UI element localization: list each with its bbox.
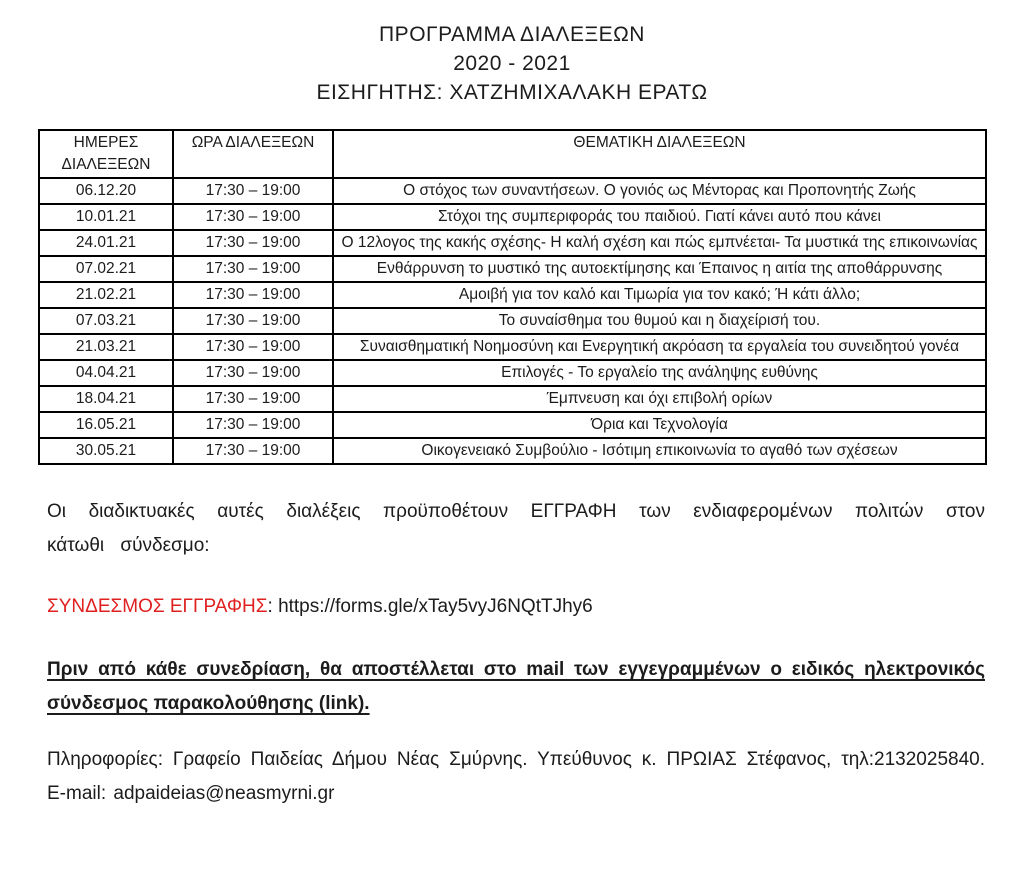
lecture-topic: Συναισθηματική Νοημοσύνη και Ενεργητική ακρόαση τα εργαλεία του συνειδητού γονέα	[333, 334, 986, 360]
lecture-time: 17:30 – 19:00	[173, 204, 333, 230]
lecture-date: 10.01.21	[39, 204, 173, 230]
registration-intro-text: Οι διαδικτυακές αυτές διαλέξεις προϋποθέτουν ΕΓΓΡΑΦΗ των ενδιαφερομένων πολιτών στον κάτωθι σύνδεσμο:	[47, 501, 985, 556]
page-title: ΠΡΟΓΡΑΜΜΑ ΔΙΑΛΕΞΕΩΝ	[379, 23, 645, 46]
lecture-time: 17:30 – 19:00	[173, 256, 333, 282]
document-body	[47, 495, 985, 811]
table-row	[39, 256, 986, 282]
column-header-lecture-topic: ΘΕΜΑΤΙΚΗ ΔΙΑΛΕΞΕΩΝ	[333, 130, 986, 178]
lecture-time: 17:30 – 19:00	[173, 386, 333, 412]
table-row	[39, 386, 986, 412]
schedule-table	[38, 129, 987, 465]
session-link-notice-text: Πριν από κάθε συνεδρίαση, θα αποστέλλεται στο mail των εγγεγραμμένων ο ειδικός ηλεκτρονικός σύνδεσμος παρακολούθησης (link).	[47, 659, 985, 714]
contact-info-text: Πληροφορίες: Γραφείο Παιδείας Δήμου Νέας Σμύρνης. Υπεύθυνος κ. ΠΡΩΙΑΣ Στέφανος, τηλ:2132025840. E-mail: adpaideias@neasmyrni.gr	[47, 749, 985, 804]
registration-link-line	[47, 590, 985, 624]
table-row	[39, 360, 986, 386]
lecture-date: 16.05.21	[39, 412, 173, 438]
lecture-date: 21.03.21	[39, 334, 173, 360]
lecture-time: 17:30 – 19:00	[173, 230, 333, 256]
lecture-date: 24.01.21	[39, 230, 173, 256]
column-header-lecture-days: ΗΜΕΡΕΣ ΔΙΑΛΕΞΕΩΝ	[39, 130, 173, 178]
table-row	[39, 412, 986, 438]
lecture-date: 21.02.21	[39, 282, 173, 308]
page-subtitle-years: 2020 - 2021	[453, 52, 571, 75]
lecture-time: 17:30 – 19:00	[173, 360, 333, 386]
lecture-time: 17:30 – 19:00	[173, 282, 333, 308]
table-row	[39, 438, 986, 464]
lecture-date: 07.02.21	[39, 256, 173, 282]
registration-url: https://forms.gle/xTay5vyJ6NQtTJhy6	[278, 596, 593, 617]
table-row	[39, 204, 986, 230]
lecture-time: 17:30 – 19:00	[173, 308, 333, 334]
table-row	[39, 334, 986, 360]
lecture-topic: Στόχοι της συμπεριφοράς του παιδιού. Γιατί κάνει αυτό που κάνει	[333, 204, 986, 230]
lecture-topic: Ενθάρρυνση το μυστικό της αυτοεκτίμησης και Έπαινος η αιτία της αποθάρρυνσης	[333, 256, 986, 282]
lecture-time: 17:30 – 19:00	[173, 334, 333, 360]
schedule-table-body	[39, 178, 986, 464]
lecture-time: 17:30 – 19:00	[173, 438, 333, 464]
table-row	[39, 230, 986, 256]
lecture-date: 04.04.21	[39, 360, 173, 386]
registration-link-label: ΣΥΝΔΕΣΜΟΣ ΕΓΓΡΑΦΗΣ	[47, 596, 268, 617]
lecture-date: 06.12.20	[39, 178, 173, 204]
document-header	[0, 0, 1024, 107]
lecture-time: 17:30 – 19:00	[173, 412, 333, 438]
table-row	[39, 282, 986, 308]
lecture-topic: Το συναίσθημα του θυμού και η διαχείρισή του.	[333, 308, 986, 334]
lecture-topic: Έμπνευση και όχι επιβολή ορίων	[333, 386, 986, 412]
page-subtitle-presenter: ΕΙΣΗΓΗΤΗΣ: ΧΑΤΖΗΜΙΧΑΛΑΚΗ ΕΡΑΤΩ	[316, 81, 708, 104]
lecture-topic: Ο 12λογος της κακής σχέσης- Η καλή σχέση και πώς εμπνέεται- Τα μυστικά της επικοινωνίας	[333, 230, 986, 256]
lecture-date: 18.04.21	[39, 386, 173, 412]
lecture-topic: Οικογενειακό Συμβούλιο - Ισότιμη επικοινωνία το αγαθό των σχέσεων	[333, 438, 986, 464]
registration-link-colon: :	[267, 596, 279, 617]
table-row	[39, 308, 986, 334]
lecture-date: 30.05.21	[39, 438, 173, 464]
lecture-date: 07.03.21	[39, 308, 173, 334]
table-header-row	[39, 130, 986, 178]
lecture-time: 17:30 – 19:00	[173, 178, 333, 204]
table-row	[39, 178, 986, 204]
lecture-topic: Όρια και Τεχνολογία	[333, 412, 986, 438]
lecture-topic: Αμοιβή για τον καλό και Τιμωρία για τον κακό; Ή κάτι άλλο;	[333, 282, 986, 308]
lecture-topic: Ο στόχος των συναντήσεων. Ο γονιός ως Μέντορας και Προπονητής Ζωής	[333, 178, 986, 204]
column-header-lecture-time: ΩΡΑ ΔΙΑΛΕΞΕΩΝ	[173, 130, 333, 178]
lecture-topic: Επιλογές - Το εργαλείο της ανάληψης ευθύνης	[333, 360, 986, 386]
